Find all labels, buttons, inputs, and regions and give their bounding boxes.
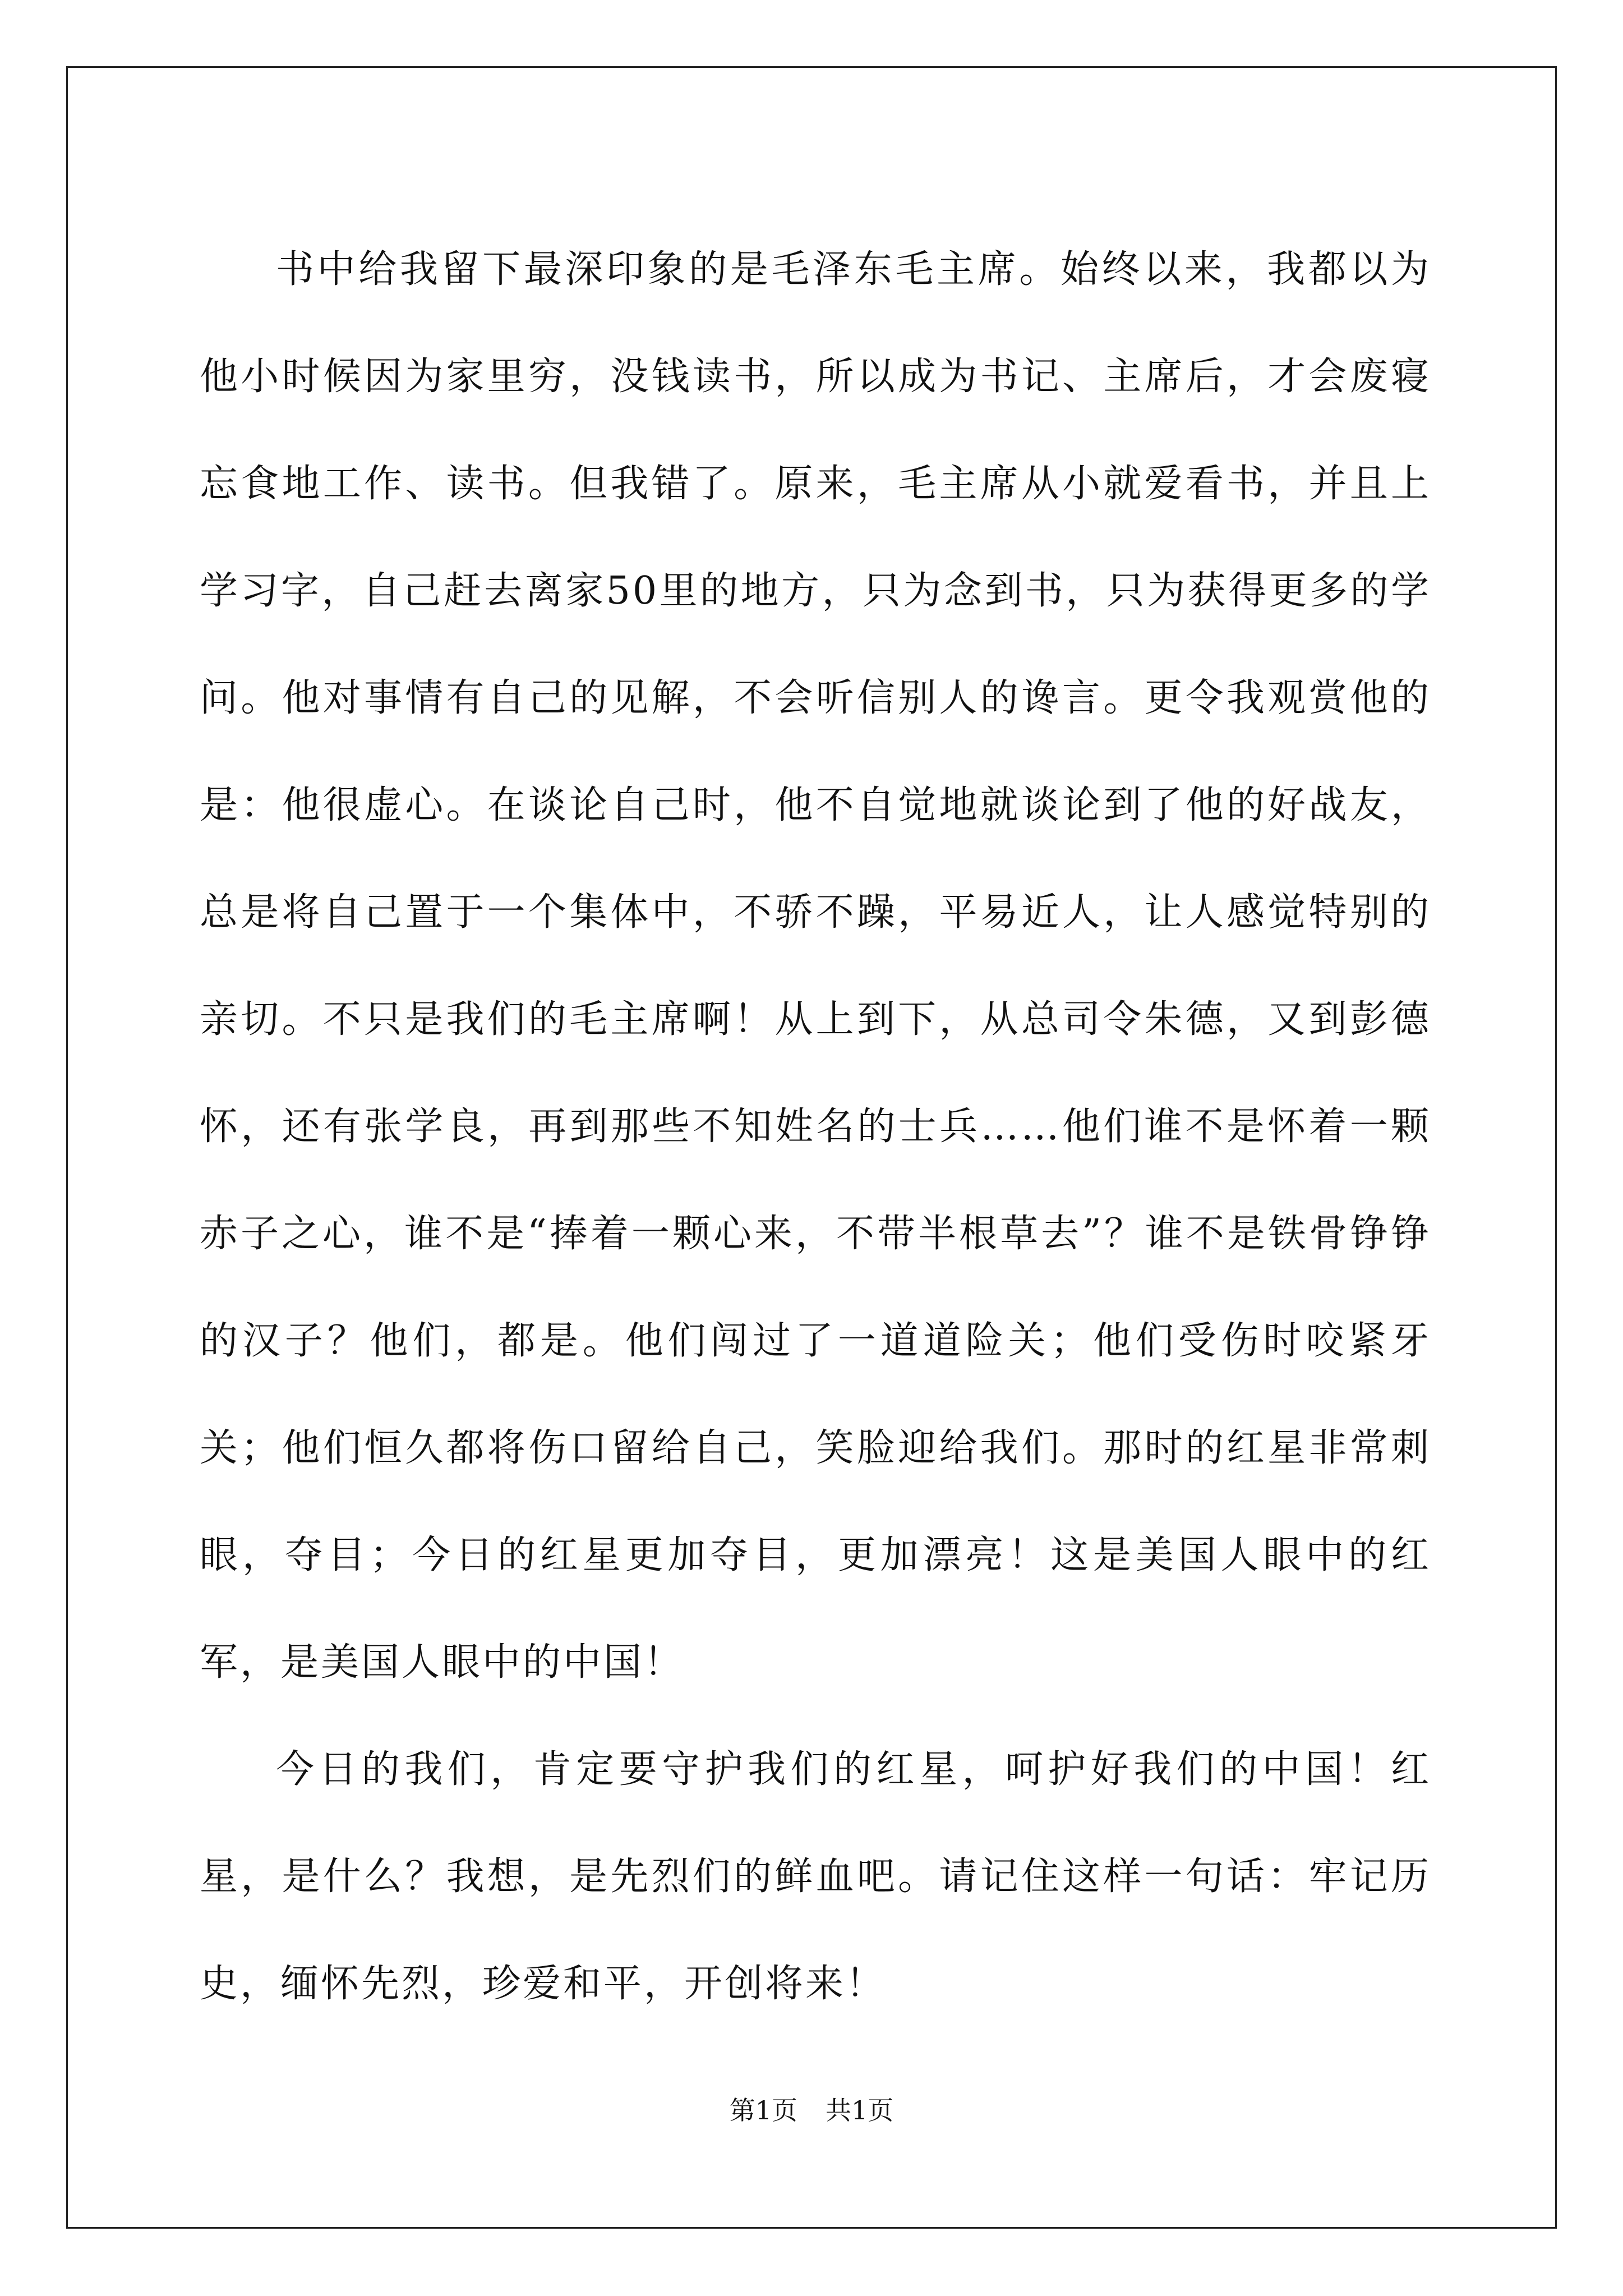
page-number-current: 第1页 — [729, 2095, 797, 2125]
page-footer — [0, 2090, 1623, 2127]
page-number-total: 共1页 — [826, 2095, 894, 2125]
document-body — [200, 216, 1431, 2037]
paragraph-1: 书中给我留下最深印象的是毛泽东毛主席。始终以来，我都以为他小时候因为家里穷，没钱读书，所以成为书记、主席后，才会废寝忘食地工作、读书。但我错了。原来，毛主席从小就爱看书，并且上学习字，自己赶去离家50里的地方，只为念到书，只为获得更多的学问。他对事情有自己的见解，不会听信别人的谗言。更令我观赏他的是：他很虚心。在谈论自己时，他不自觉地就谈论到了他的好战友，总是将自己置于一个集体中，不骄不躁，平易近人，让人感觉特别的亲切。不只是我们的毛主席啊！从上到下，从总司令朱德，又到彭德怀，还有张学良，再到那些不知姓名的士兵……他们谁不是怀着一颗赤子之心，谁不是“捧着一颗心来，不带半根草去”？谁不是铁骨铮铮的汉子？他们，都是。他们闯过了一道道险关；他们受伤时咬紧牙关；他们恒久都将伤口留给自己，笑脸迎给我们。那时的红星非常刺眼，夺目；今日的红星更加夺目，更加漂亮！这是美国人眼中的红军，是美国人眼中的中国！ — [200, 247, 1431, 1685]
paragraph-2: 今日的我们，肯定要守护我们的红星，呵护好我们的中国！红星，是什么？我想，是先烈们的鲜血吧。请记住这样一句话：牢记历史，缅怀先烈，珍爱和平，开创将来！ — [200, 1747, 1431, 2006]
